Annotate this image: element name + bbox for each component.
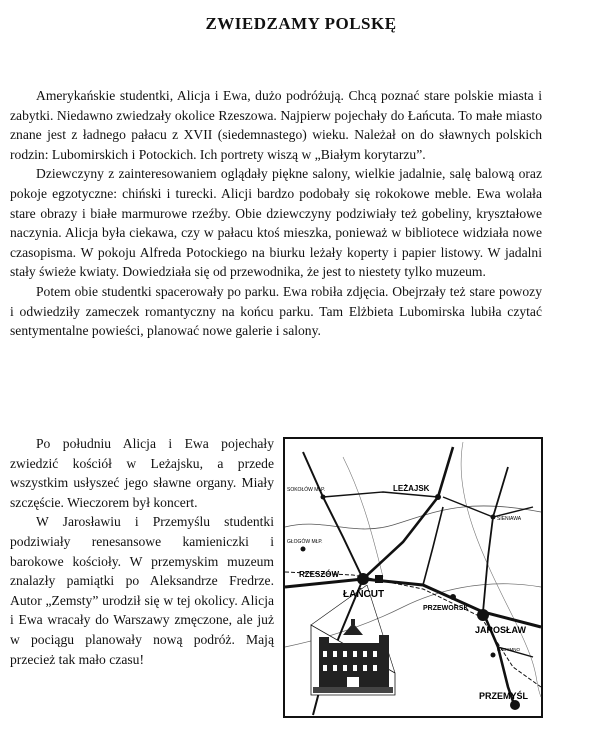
map-label-przeworsk: PRZEWORSK: [423, 605, 469, 612]
town-marker-jaroslaw: [477, 609, 489, 621]
town-marker-rzeszow: [357, 573, 369, 585]
town-marker-lancut: [375, 575, 383, 583]
article-column: [10, 434, 274, 669]
town-marker-sieniawa: [491, 515, 496, 520]
map-label-przemysl: PRZEMYŚL: [479, 691, 529, 701]
paragraph: Potem obie studentki spacerowały po parku. Ewa robiła zdjęcia. Obejrzały też stare powozy i odwiedziły zameczek romantyczny na końcu parku. Tam Elżbieta Lubomirska lubiła czytać sentymentalne powieści, planować nowe galerie i salony.: [10, 283, 542, 339]
map-label-sieniawa: SIENIAWA: [497, 516, 522, 522]
page-title: ZWIEDZAMY POLSKĘ: [205, 14, 397, 33]
map-label-jaroslaw: JAROSŁAW: [475, 625, 527, 635]
map-illustration: [283, 437, 543, 718]
map-label-lancut: ŁAŃCUT: [343, 589, 385, 600]
map-label-radymno: RADYMNO: [497, 647, 521, 652]
paragraph: Amerykańskie studentki, Alicja i Ewa, dużo podróżują. Chcą poznać stare polskie miasta i zabytki. Niedawno zwiedzały okolice Rzeszowa. Najpierw pojechały do Łańcuta. To małe miasto znane jest z ładnego pałacu z XVII (siedemnastego) wieku. Należał on do sławnych polskich rodzin: Lubomirskich i Potockich. Ich portrety wiszą w „Białym korytarzu”.: [10, 88, 542, 162]
town-marker-przeworsk: [450, 594, 456, 600]
paragraph: Dziewczyny z zainteresowaniem oglądały piękne salony, wielkie jadalnie, salę balową oraz pokoje egzotyczne: chiński i turecki. Alicji bardzo podobały się rokokowe meble. Ewa wolała stare obrazy i białe marmurowe rzeźby. Obie dziewczyny podziwiały też gobeliny, kryształowe naczynia. Alicja była ciekawa, czy w pałacu ktoś mieszka, ponieważ w bibliotece widziała nowe czasopisma. W pokoju Alfreda Potockiego na biurku leżały koperty i papier listowy. W jadalni stały świeże kwiaty. Dowiedziała się od przewodnika, że jest to niestety tylko muzeum.: [10, 166, 542, 280]
town-marker-glogow: [301, 547, 306, 552]
article-body: [10, 86, 542, 341]
map-label-lezajsk: LEŻAJSK: [393, 484, 430, 493]
town-marker-przemysl: [510, 700, 520, 710]
town-marker-radymno: [491, 653, 496, 658]
map-label-glogow: GŁOGÓW MŁP.: [287, 539, 323, 545]
region-map: [283, 437, 543, 718]
map-label-rzeszow: RZESZÓW: [299, 570, 339, 579]
paragraph: W Jarosławiu i Przemyślu studentki podziwiały renesansowe kamieniczki i barokowe kościoły. W przemyskim muzeum znalazły pamiątki po Aleksandrze Fredrze. Autor „Zemsty” urodził się w tej okolicy. Alicja i Ewa wracały do Warszawy zmęczone, ale już w pociągu planowały nową podróż. Mają przecież tak mało czasu!: [10, 514, 274, 667]
map-label-sokolow: SOKOŁÓW MŁP.: [287, 487, 326, 493]
town-marker-sokolow: [321, 495, 326, 500]
paragraph: Po południu Alicja i Ewa pojechały zwiedzić kościół w Leżajsku, a przede wszystkim usłyszeć jego sławne organy. Miały szczęście. Wieczorem był koncert.: [10, 436, 274, 510]
town-marker-lezajsk: [435, 494, 441, 500]
